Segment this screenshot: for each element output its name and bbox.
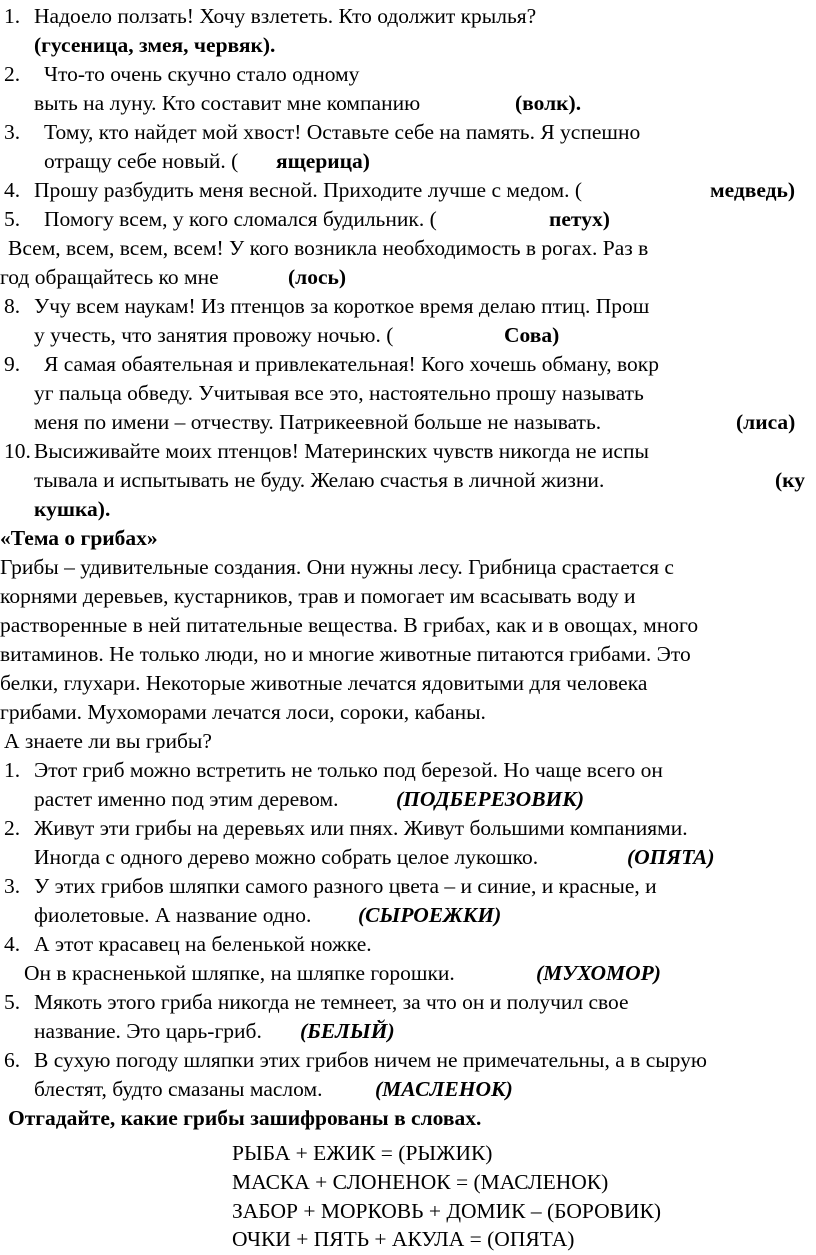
riddle-number: 9. [4,352,21,376]
riddle-answer: Сова) [504,323,560,347]
paragraph-line: витаминов. Не только люди, но и многие животные питаются грибами. Это [0,642,691,666]
question-answer: (БЕЛЫЙ) [300,1019,395,1043]
word-puzzle: ЗАБОР + МОРКОВЬ + ДОМИК – (БОРОВИК) [232,1199,662,1223]
riddle-answer: петух) [549,207,610,231]
question-answer: (СЫРОЕЖКИ) [358,903,502,927]
riddle-answer: (лиса) [736,410,796,434]
paragraph-line: корнями деревьев, кустарников, трав и помогает им всасывать воду и [0,584,636,608]
riddle-text: уг пальца обведу. Учитывая все это, настоятельно прошу называть [34,381,644,405]
riddle-number: 2. [4,62,21,86]
question-number: 4. [4,932,21,956]
question-text: Иногда с одного дерево можно собрать целое лукошко. [34,845,539,869]
question-text: растет именно под этим деревом. [34,787,339,811]
riddle-text: Учу всем наукам! Из птенцов за короткое время делаю птиц. Прош [34,294,650,318]
paragraph-line: грибами. Мухоморами лечатся лоси, сороки, кабаны. [0,700,486,724]
puzzle-heading: Отгадайте, какие грибы зашифрованы в словах. [8,1106,482,1130]
question-text: Живут эти грибы на деревьях или пнях. Живут большими компаниями. [34,816,688,840]
riddle-text: Надоело ползать! Хочу взлететь. Кто одолжит крылья? [34,4,537,28]
question-text: фиолетовые. А название одно. [34,903,312,927]
riddle-text: тывала и испытывать не буду. Желаю счастья в личной жизни. [34,468,605,492]
word-puzzle: РЫБА + ЕЖИК = (РЫЖИК) [232,1141,493,1165]
question-intro: А знаете ли вы грибы? [4,729,212,753]
riddle-text: Что-то очень скучно стало одному [44,62,360,86]
riddle-answer: (волк). [515,91,582,115]
question-text: В сухую погоду шляпки этих грибов ничем не примечательны, а в сырую [34,1048,707,1072]
riddle-number: 4. [4,178,21,202]
word-puzzle: МАСКА + СЛОНЕНОК = (МАСЛЕНОК) [232,1170,609,1194]
section-heading: «Тема о грибах» [0,526,158,550]
riddle-text: Всем, всем, всем, всем! У кого возникла необходимость в рогах. Раз в [8,236,649,260]
riddle-text: год обращайтесь ко мне [0,265,219,289]
riddle-number: 10. [4,439,31,463]
question-number: 1. [4,758,21,782]
riddle-text: меня по имени – отчеству. Патрикеевной больше не называть. [34,410,602,434]
riddle-text: выть на луну. Кто составит мне компанию [34,91,421,115]
question-text: Этот гриб можно встретить не только под березой. Но чаще всего он [34,758,663,782]
word-puzzle: ОЧКИ + ПЯТЬ + АКУЛА = (ОПЯТА) [232,1227,575,1251]
paragraph-line: растворенные в ней питательные вещества. В грибах, как и в овощах, много [0,613,699,637]
paragraph-line: Грибы – удивительные создания. Они нужны лесу. Грибница срастается с [0,555,674,579]
question-answer: (МАСЛЕНОК) [375,1077,513,1101]
riddle-number: 8. [4,294,21,318]
riddle-number: 3. [4,120,21,144]
riddle-answer: ящерица) [276,149,370,173]
question-text: Мякоть этого гриба никогда не темнеет, за что он и получил свое [34,990,629,1014]
riddle-number: 1. [4,4,21,28]
question-answer: (ОПЯТА) [627,845,715,869]
riddle-text: Высиживайте моих птенцов! Материнских чувств никогда не испы [34,439,649,463]
riddle-text: Прошу разбудить меня весной. Приходите лучше с медом. ( [34,178,583,202]
riddle-answer: (ку [775,468,805,492]
riddle-answer: (гусеница, змея, червяк). [34,33,276,57]
riddle-answer: медведь) [710,178,796,202]
question-number: 3. [4,874,21,898]
question-answer: (МУХОМОР) [536,961,661,985]
question-text: У этих грибов шляпки самого разного цвета – и синие, и красные, и [34,874,657,898]
question-text: А этот красавец на беленькой ножке. [34,932,372,956]
riddle-number: 5. [4,207,21,231]
riddle-text: Тому, кто найдет мой хвост! Оставьте себе на память. Я успешно [44,120,641,144]
paragraph-line: белки, глухари. Некоторые животные лечатся ядовитыми для человека [0,671,648,695]
question-number: 2. [4,816,21,840]
question-answer: (ПОДБЕРЕЗОВИК) [396,787,584,811]
riddle-text: Помогу всем, у кого сломался будильник. ( [44,207,437,231]
riddle-text: Я самая обаятельная и привлекательная! Кого хочешь обману, вокр [44,352,659,376]
question-text: название. Это царь-гриб. [34,1019,262,1043]
riddle-text: отращу себе новый. ( [44,149,239,173]
question-text: блестят, будто смазаны маслом. [34,1077,323,1101]
question-text: Он в красненькой шляпке, на шляпке горошки. [24,961,455,985]
riddle-answer: (лось) [288,265,347,289]
riddle-text: у учесть, что занятия провожу ночью. ( [34,323,394,347]
question-number: 5. [4,990,21,1014]
question-number: 6. [4,1048,21,1072]
riddle-answer: кушка). [34,497,111,521]
